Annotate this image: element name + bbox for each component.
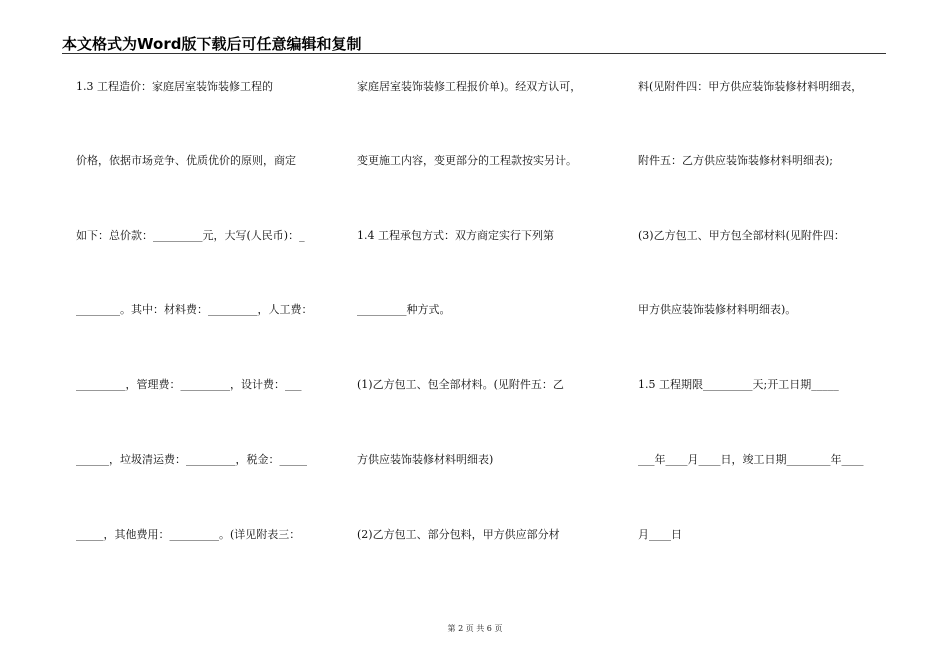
page-number-footer: 第 2 页 共 6 页 — [447, 624, 503, 633]
text-line: ______，垃圾清运费：_________，税金：_____ — [76, 453, 307, 466]
text-line: 家庭居室装饰装修工程报价单)。经双方认可， — [357, 80, 582, 93]
text-line: _________种方式。 — [357, 303, 451, 316]
header-divider — [62, 53, 886, 54]
text-line: ________。其中：材料费：_________，人工费： — [76, 303, 313, 316]
text-line: (3)乙方包工、甲方包全部材料(见附件四： — [638, 229, 845, 242]
text-line: (1)乙方包工、包全部材料。(见附件五：乙 — [357, 378, 564, 391]
text-line: 附件五：乙方供应装饰装修材料明细表); — [638, 154, 833, 167]
text-line: _________，管理费：_________，设计费：___ — [76, 378, 302, 391]
text-line: 月____日 — [638, 528, 682, 541]
text-line: 如下：总价款：_________元，大写(人民币)：_ — [76, 229, 305, 242]
text-line: 价格，依据市场竞争、优质优价的原则，商定 — [76, 154, 296, 167]
text-line: 1.5 工程期限_________天;开工日期_____ — [638, 378, 839, 391]
document-header-title: 本文格式为Word版下载后可任意编辑和复制 — [62, 35, 362, 53]
text-line: 甲方供应装饰装修材料明细表)。 — [638, 303, 797, 316]
text-line: (2)乙方包工、部分包料，甲方供应部分材 — [357, 528, 560, 541]
text-line: ___年____月____日，竣工日期________年____ — [638, 453, 864, 466]
text-line: 变更施工内容，变更部分的工程款按实另计。 — [357, 154, 577, 167]
text-line: 1.4 工程承包方式：双方商定实行下列第 — [357, 229, 554, 242]
text-line: 方供应装饰装修材料明细表) — [357, 453, 494, 466]
text-line: 料(见附件四：甲方供应装饰装修材料明细表， — [638, 80, 863, 93]
text-line: _____，其他费用：_________。(详见附表三： — [76, 528, 301, 541]
text-line: 1.3 工程造价：家庭居室装饰装修工程的 — [76, 80, 273, 93]
